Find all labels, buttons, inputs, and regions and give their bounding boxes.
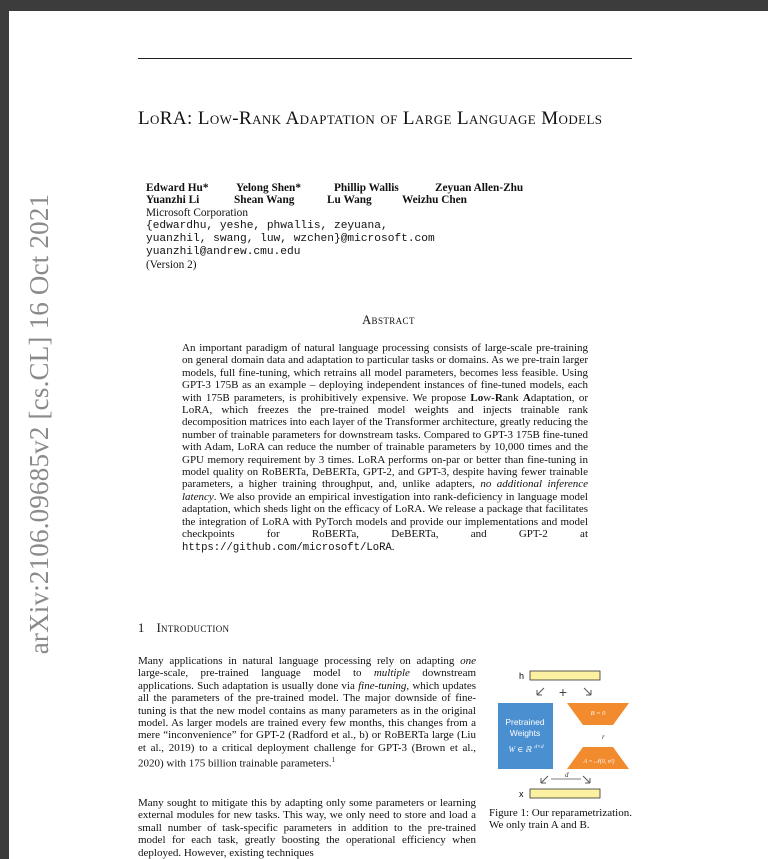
- affiliation: Microsoft Corporation: [146, 207, 248, 219]
- author-name: Zeyuan Allen-Zhu: [435, 182, 524, 194]
- input-vector: [530, 789, 600, 798]
- author-name: Lu Wang: [327, 194, 372, 206]
- label-x: x: [519, 789, 524, 799]
- title-rule: [138, 58, 632, 59]
- email-line: yuanzhil@andrew.cmu.edu: [146, 246, 301, 258]
- arrow-icon: [583, 776, 590, 783]
- a-formula: A = 𝒩(0, σ²): [583, 759, 615, 765]
- author-name: Edward Hu*: [146, 182, 209, 194]
- pretrained-label: Weights: [509, 728, 541, 738]
- author-name: Phillip Wallis: [334, 182, 399, 194]
- pdf-page: [9, 11, 768, 859]
- intro-paragraph: Many sought to mitigate this by adapting only some parameters or learning external modules for new tasks. This way, we only need to store and load a small number of task-specific parameters in addition to the pre-trained model for each task, greatly boosting the operational efficiency when deployed. However, existing techniques: [138, 797, 476, 859]
- label-d: d: [565, 771, 569, 779]
- section-heading: 1 Introduction: [138, 621, 230, 635]
- repo-link[interactable]: https://github.com/microsoft/LoRA: [182, 541, 392, 554]
- w-formula: W ∈ ℝ: [508, 745, 532, 754]
- author-name: Yuanzhi Li: [146, 194, 200, 206]
- b-formula: B = 0: [590, 710, 606, 717]
- author-name: Shean Wang: [234, 194, 295, 206]
- intro-paragraph: Many applications in natural language processing rely on adapting one large-scale, pre-trained language model to multiple downstream applications. Such adaptation is usually done via fine-tuning, which updates all the parameters of the pre-trained model. The major downside of fine-tuning is that the new model contains as many parameters as in the original model. As larger models are trained every few months, this changes from a mere “inconvenience” for GPT-2 (Radford et al., b) or RoBERTa large (Liu et al., 2019) to a critical deployment challenge for GPT-3 (Brown et al., 2020) with 175 billion trainable parameters.$^1$: [138, 655, 477, 770]
- lora-diagram: [489, 663, 633, 803]
- author-name: Weizhu Chen: [402, 194, 467, 206]
- author-name: Yelong Shen*: [236, 182, 301, 194]
- email-line: yuanzhil, swang, luw, wzchen}@microsoft.com: [146, 233, 435, 245]
- version-label: (Version 2): [146, 259, 197, 271]
- email-line: {edwardhu, yeshe, phwallis, zeyuana,: [146, 220, 388, 232]
- paper-title: LoRA: Low-Rank Adaptation of Large Language Models: [138, 108, 603, 129]
- abstract-text: An important paradigm of natural language processing consists of large-scale pre-training on general domain data and adaptation to particular tasks or domains. As we pre-train larger models, full fine-tuning, which retrains all model parameters, becomes less feasible. Using GPT-3 175B as an example – deploying independent instances of fine-tuned models, each with 175B parameters, is prohibitively expensive. We propose Low-Rank Adaptation, or LoRA, which freezes the pre-trained model weights and injects trainable rank decomposition matrices into each layer of the Transformer architecture, greatly reducing the number of trainable parameters for downstream tasks. Compared to GPT-3 175B fine-tuned with Adam, LoRA can reduce the number of trainable parameters by 10,000 times and the GPU memory requirement by 3 times. LoRA performs on-par or better than fine-tuning in model quality on RoBERTa, DeBERTa, GPT-2, and GPT-3, despite having fewer trainable parameters, a higher training throughput, and, unlike adapters, no additional inference latency. We also provide an empirical investigation into rank-deficiency in language model adaptation, which sheds light on the efficacy of LoRA. We release a package that facilitates the integration of LoRA with PyTorch models and provide our implementations and model checkpoints for RoBERTa, DeBERTa, and GPT-2 at https://github.com/microsoft/LoRA.: [182, 342, 588, 554]
- output-vector: [530, 671, 600, 680]
- footnote-mark[interactable]: 1: [331, 756, 336, 765]
- label-r: r: [602, 733, 605, 741]
- label-h: h: [519, 671, 525, 681]
- figure-caption: Figure 1: Our reparametrization. We only train A and B.: [489, 807, 632, 832]
- arrow-icon: [537, 688, 544, 695]
- matrix-a-trapezoid: [567, 747, 629, 769]
- abstract-heading: Abstract: [362, 313, 415, 327]
- arrow-icon: [541, 776, 548, 783]
- pretrained-label: Pretrained: [505, 717, 545, 727]
- arrow-icon: [584, 688, 591, 695]
- plus-sign: +: [558, 684, 568, 700]
- viewer-top-bar: [0, 0, 768, 11]
- w-formula-exponent: d×d: [534, 744, 544, 750]
- arxiv-stamp: arXiv:2106.09685v2 [cs.CL] 16 Oct 2021: [24, 193, 54, 655]
